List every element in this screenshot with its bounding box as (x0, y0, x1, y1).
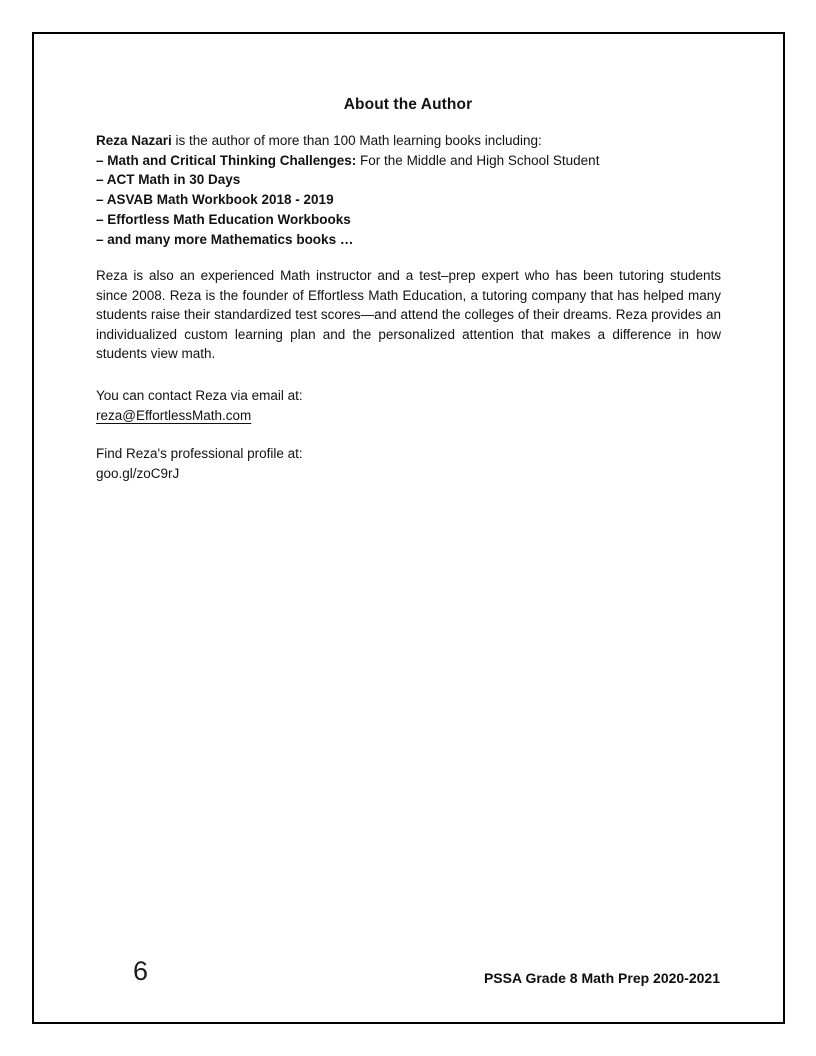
email-label: You can contact Reza via email at: (96, 388, 303, 403)
email-line (96, 406, 303, 426)
book-list-item (96, 151, 726, 171)
footer-book-title: PSSA Grade 8 Math Prep 2020-2021 (483, 970, 720, 986)
book-title-bold: – ACT Math in 30 Days (96, 172, 241, 188)
profile-url: goo.gl/zoC9rJ (96, 465, 180, 481)
book-title-bold: – ASVAB Math Workbook 2018 - 2019 (96, 192, 334, 208)
book-subtitle: For the Middle and High School Student (356, 152, 600, 168)
book-title-bold: – Math and Critical Thinking Challenges: (96, 152, 357, 168)
author-name: Reza Nazari (96, 133, 172, 148)
profile-label: Find Reza's professional profile at: (96, 446, 303, 461)
author-bio-paragraph: Reza is also an experienced Math instructor and a test–prep expert who has been tutoring students since 2008. Reza is the founder of Effortless Math Education, a tutoring company that has helped many students raise their standardized test scores—and attend the colleges of their dreams. Reza provides an individualized custom learning plan and the personalized attention that makes a difference in how students view math. (96, 268, 721, 362)
book-list-item (96, 170, 726, 190)
page-title: About the Author (343, 96, 473, 113)
profile-contact-section (96, 444, 303, 483)
book-list-item (96, 190, 726, 210)
email-link[interactable]: reza@EffortlessMath.com (96, 407, 252, 423)
page-number: 6 (133, 956, 149, 986)
book-title-bold: – Effortless Math Education Workbooks (96, 211, 351, 227)
intro-line (96, 131, 726, 151)
book-title-bold: – and many more Mathematics books … (96, 231, 354, 247)
author-intro-section (96, 131, 726, 249)
intro-rest: is the author of more than 100 Math learning books including: (171, 133, 542, 148)
email-contact-section (96, 386, 303, 425)
book-list-item (96, 230, 726, 250)
book-list-item (96, 210, 726, 230)
